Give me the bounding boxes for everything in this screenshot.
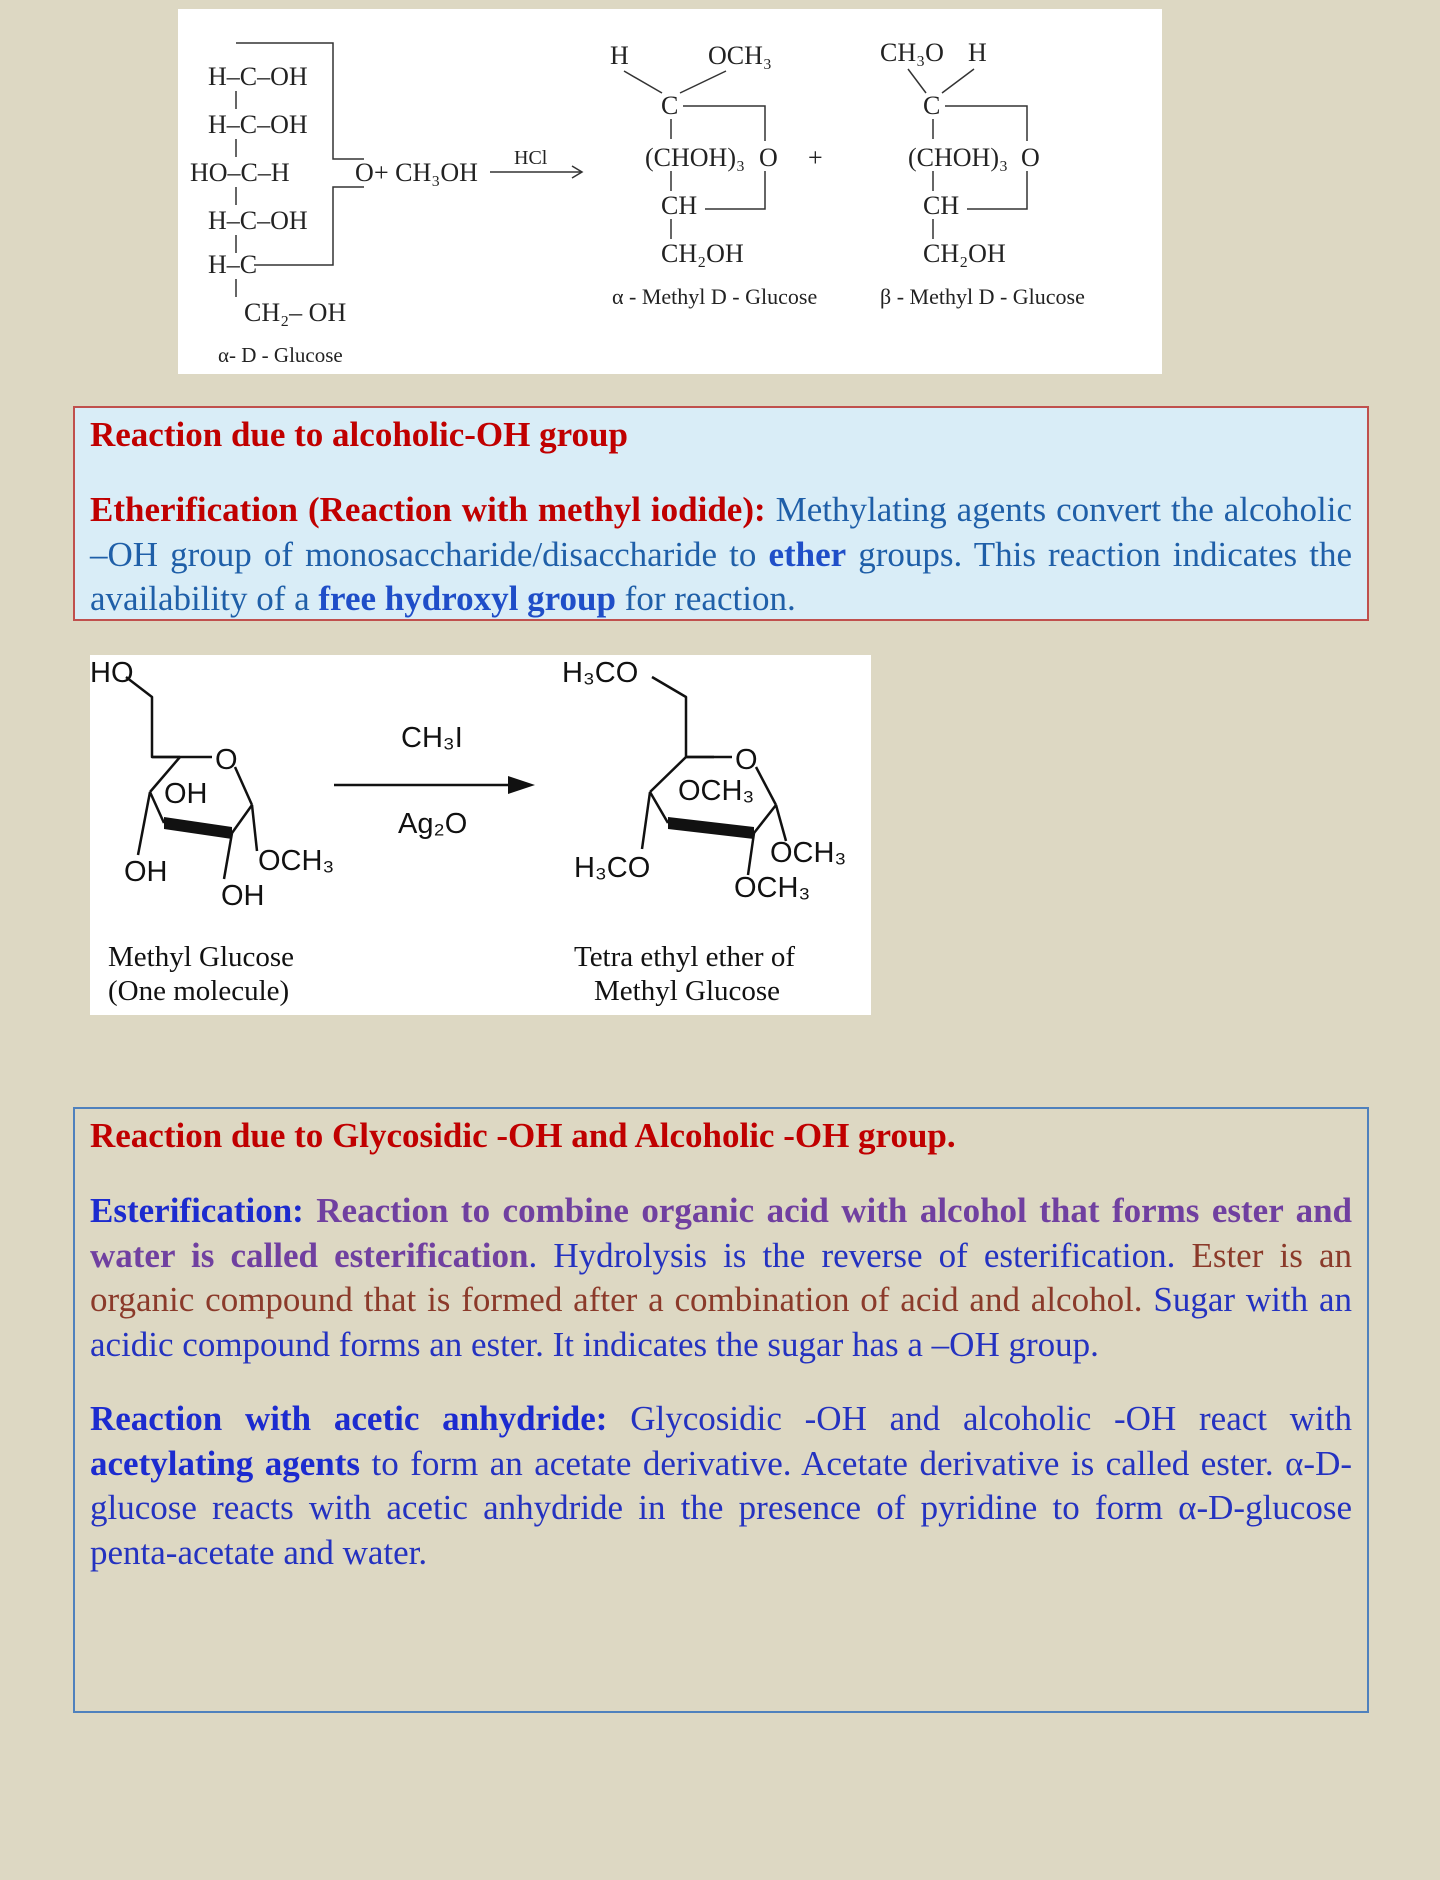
glucose-row-2: H–C–OH xyxy=(208,110,308,139)
tetra-ether-structure xyxy=(562,657,846,1007)
esterification-definition: Reaction to combine organic acid with alcohol that forms ester and water is called esterification xyxy=(90,1191,1352,1275)
alpha-ch: CH xyxy=(661,191,698,220)
beta-ch3o: CH₃O xyxy=(880,38,944,67)
ether-keyword: ether xyxy=(768,534,847,574)
right-och3-b: OCH₃ xyxy=(734,872,811,904)
alcoholic-oh-heading: Reaction due to alcoholic-OH group xyxy=(90,415,628,454)
methyl-glucoside-reaction-figure xyxy=(178,9,1162,374)
alpha-c: C xyxy=(661,91,679,120)
beta-label: β - Methyl D - Glucose xyxy=(880,284,1085,309)
acetic-anhydride-paragraph: Reaction with acetic anhydride: Glycosidic -OH and alcoholic -OH react with acetylating agents to form an acetate derivative. Acetate derivative is called ester. α-D-glucose reacts with acetic anhydride in the presence of pyridine to form α-D-glucose penta-acetate and water. xyxy=(90,1399,1353,1572)
beta-methyl-glucoside-structure xyxy=(880,38,1085,309)
acetic-anhydride-title: Reaction with acetic anhydride: xyxy=(90,1399,608,1438)
beta-ch: CH xyxy=(923,191,960,220)
hcl-catalyst: HCl xyxy=(514,147,548,169)
glucose-row-4: H–C–OH xyxy=(208,206,308,235)
alpha-ring-o: O xyxy=(759,143,778,172)
glucose-row-5: H–C xyxy=(208,250,258,279)
ch3i-reagent: CH₃I xyxy=(401,722,463,754)
alpha-label: α - Methyl D - Glucose xyxy=(612,284,818,309)
methyl-glucose-structure xyxy=(90,657,334,1007)
left-och3: OCH₃ xyxy=(258,845,335,877)
alpha-d-glucose-structure xyxy=(190,43,374,367)
products-plus: + xyxy=(808,143,823,172)
tetra-ether-label-2: Methyl Glucose xyxy=(594,975,781,1007)
left-oh-ring: OH xyxy=(164,778,208,810)
beta-chain: (CHOH)₃ xyxy=(908,143,1009,172)
reaction-arrow-2 xyxy=(334,776,535,794)
glucose-row-3: HO–C–H xyxy=(190,158,290,187)
esterification-paragraph: Esterification: Reaction to combine organic acid with alcohol that forms ester and water is called esterification. Hydrolysis is the reverse of esterification. Ester is an organic compound that is formed after a combination of acid and alcohol. Sugar with an acidic compound forms an ester. It indicates the sugar has a –OH group. xyxy=(90,1191,1353,1364)
alpha-methyl-glucoside-structure xyxy=(610,41,817,309)
glucose-row-1: H–C–OH xyxy=(208,62,308,91)
etherification-paragraph: Etherification (Reaction with methyl iodide): Methylating agents convert the alcoholic –OH group of monosaccharide/disaccharide to ether groups. This reaction indicates the availability of a free hydroxyl group for reaction. xyxy=(90,490,1353,618)
tetra-ether-label-1: Tetra ethyl ether of xyxy=(574,941,795,973)
left-oh-bottom-left: OH xyxy=(124,856,168,888)
methylation-reaction-figure xyxy=(90,655,871,1015)
right-och3-ring: OCH₃ xyxy=(678,775,755,807)
right-h3co-left: H₃CO xyxy=(574,852,651,884)
methanol-reagent: + CH₃OH xyxy=(374,158,478,187)
beta-ch2oh: CH₂OH xyxy=(923,239,1006,268)
right-ring-o: O xyxy=(735,744,758,776)
acetylating-agents-keyword: acetylating agents xyxy=(90,1443,361,1483)
glucose-ring-o: O xyxy=(355,158,374,187)
alpha-och3: OCH₃ xyxy=(708,41,772,70)
methyl-glucose-label-1: Methyl Glucose xyxy=(108,941,295,973)
alpha-h: H xyxy=(610,41,629,70)
methyl-glucose-label-2: (One molecule) xyxy=(108,975,290,1007)
right-ring-front-edge xyxy=(668,817,754,839)
left-ring-front-edge xyxy=(164,817,232,839)
free-hydroxyl-keyword: free hydroxyl group xyxy=(318,579,616,618)
glycosidic-alcoholic-oh-box xyxy=(73,1107,1369,1713)
left-oh-bottom: OH xyxy=(221,880,265,912)
left-ho: HO xyxy=(90,657,134,689)
right-h3co-top: H₃CO xyxy=(562,657,639,689)
ag2o-reagent: Ag₂O xyxy=(398,808,468,840)
alpha-ch2oh: CH₂OH xyxy=(661,239,744,268)
beta-c: C xyxy=(923,91,941,120)
alpha-chain: (CHOH)₃ xyxy=(645,143,746,172)
etherification-title: Etherification (Reaction with methyl iodide): xyxy=(90,490,766,529)
glucose-label: α- D - Glucose xyxy=(218,343,343,367)
right-och3-a: OCH₃ xyxy=(770,837,847,869)
esterification-title: Esterification: xyxy=(90,1191,304,1230)
left-ring-o: O xyxy=(215,744,238,776)
ester-definition: Ester is an organic compound that is formed after a combination of acid and alcohol. xyxy=(90,1235,1353,1319)
beta-h: H xyxy=(968,38,987,67)
glycosidic-oh-heading: Reaction due to Glycosidic -OH and Alcoholic -OH group. xyxy=(90,1116,956,1155)
beta-ring-o: O xyxy=(1021,143,1040,172)
alcoholic-oh-reaction-box xyxy=(73,406,1369,621)
glucose-tail: CH₂– OH xyxy=(244,298,347,327)
